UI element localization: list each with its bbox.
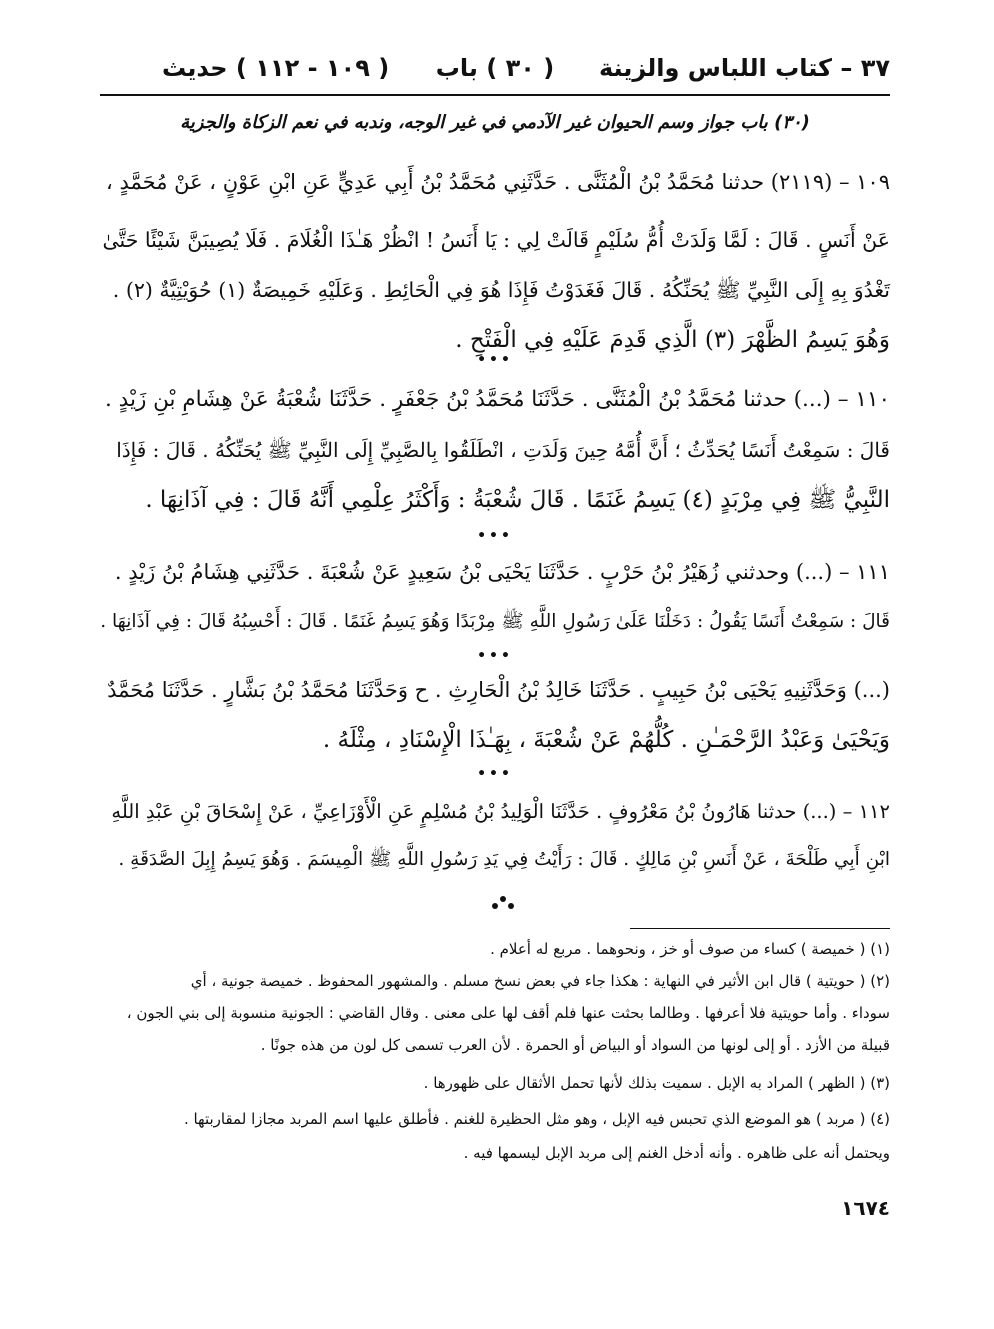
hadith-111b-line-1: (...) وَحَدَّثَنِيهِ يَحْيَى بْنُ حَبِيبٍ . حَدَّثَنَا خَالِدُ بْنُ الْحَارِثِ . ح وَحَدَّثَنَا مُحَمَّدُ بْنُ بَشَّارٍ . حَدَّثَنَا مُحَمَّدٌ <box>107 678 890 702</box>
header-book-title: ٣٧ – كتاب اللباس والزينة <box>598 54 890 82</box>
section-separator: ••• <box>477 352 513 368</box>
hadith-109-line-4: وَهُوَ يَسِمُ الظَّهْرَ (٣) الَّذِي قَدِمَ عَلَيْهِ فِي الْفَتْحِ . <box>455 327 890 353</box>
hadith-109-line-3: تَغْدُوَ بِهِ إِلَى النَّبِيِّ ﷺ يُحَنِّكُهُ . قَالَ فَغَدَوْتُ فَإِذَا هُوَ فِي الْحَائِطِ . وَعَلَيْهِ خَمِيصَةٌ (١) حُوَيْتِيَّةٌ (٢) . <box>112 278 890 302</box>
hadith-109-line-1: ١٠٩ – (٢١١٩) حدثنا مُحَمَّدُ بْنُ الْمُثَنَّى . حَدَّثَنِي مُحَمَّدُ بْنُ أَبِي عَدِيٍّ عَنِ ابْنِ عَوْنٍ ، عَنْ مُحَمَّدٍ ، <box>106 170 890 194</box>
hadith-110-line-1: ١١٠ – (...) حدثنا مُحَمَّدُ بْنُ الْمُثَنَّى . حَدَّثَنَا مُحَمَّدُ بْنُ جَعْفَرٍ . حَدَّثَنَا شُعْبَةُ عَنْ هِشَامِ بْنِ زَيْدٍ . <box>105 387 890 412</box>
hadith-112-line-1: ١١٢ – (...) حدثنا هَارُونُ بْنُ مَعْرُوفٍ . حَدَّثَنَا الْوَلِيدُ بْنُ مُسْلِمٍ عَنِ الْأَوْزَاعِيِّ ، عَنْ إِسْحَاقَ بْنِ عَبْدِ اللَّهِ <box>111 800 890 823</box>
chapter-title: (٣٠) باب جواز وسم الحيوان غير الآدمي في غير الوجه، وندبه في نعم الزكاة والجزية <box>180 112 810 133</box>
footnote-4-line-1: (٤) ( مربد ) هو الموضع الذي تحبس فيه الإبل ، وهو مثل الحظيرة للغنم . فأطلق عليها اسم المربد مجازا لمقاربتها . <box>183 1110 890 1128</box>
footnote-4-line-2: ويحتمل أنه على ظاهره . وأنه أدخل الغنم إلى مربد الإبل ليسمها فيه . <box>463 1144 890 1162</box>
header-hadith-range: ( ١٠٩ - ١١٢ ) حديث <box>162 54 390 82</box>
page-number: ١٦٧٤ <box>841 1196 890 1220</box>
hadith-112-line-2: ابْنِ أَبِي طَلْحَةَ ، عَنْ أَنَسِ بْنِ مَالِكٍ . قَالَ : رَأَيْتُ فِي يَدِ رَسُولِ اللَّهِ ﷺ الْمِيسَمَ . وَهُوَ يَسِمُ إِبِلَ الصَّدَقَةِ . <box>118 849 890 870</box>
hadith-110-line-3: النَّبِيُّ ﷺ فِي مِرْبَدٍ (٤) يَسِمُ غَنَمًا . قَالَ شُعْبَةُ : وَأَكْثَرُ عِلْمِي أَنَّهُ قَالَ : فِي آذَانِهَا . <box>145 487 890 513</box>
section-separator: ••• <box>477 648 513 664</box>
running-header <box>100 48 890 94</box>
footnote-1: (١) ( خميصة ) كساء من صوف أو خز ، ونحوهما . مربع له أعلام . <box>490 940 890 958</box>
footnote-2-line-2: سوداء . وأما حويتية فلا أعرفها . وطالما بحثت عنها فلم أقف لها على معنى . وقال القاضي : الجونية منسوبة إلى بني الجون ، <box>126 1004 890 1022</box>
footnote-3: (٣) ( الظهر ) المراد به الإبل . سميت بذلك لأنها تحمل الأثقال على ظهورها . <box>423 1074 890 1092</box>
hadith-109-line-2: عَنْ أَنَسٍ . قَالَ : لَمَّا وَلَدَتْ أُمُّ سُلَيْمٍ قَالَتْ لِي : يَا أَنَسُ ! انْظُرْ هَـٰذَا الْغُلَامَ . فَلَا يُصِيبَنَّ شَيْئًا حَتَّىٰ <box>102 228 890 252</box>
section-separator: ••• <box>477 528 513 544</box>
hadith-111-line-1: ١١١ – (...) وحدثني زُهَيْرُ بْنُ حَرْبٍ . حَدَّثَنَا يَحْيَى بْنُ سَعِيدٍ عَنْ شُعْبَةَ . حَدَّثَنِي هِشَامُ بْنُ زَيْدٍ . <box>114 560 890 584</box>
hadith-110-line-2: قَالَ : سَمِعْتُ أَنَسًا يُحَدِّثُ ؛ أَنَّ أُمَّهُ حِينَ وَلَدَتِ ، انْطَلَقُوا بِالصَّبِيِّ إِلَى النَّبِيِّ ﷺ يُحَنِّكُهُ . قَالَ : فَإِذَا <box>116 438 890 462</box>
footnote-2-line-1: (٢) ( حويتية ) قال ابن الأثير في النهاية : هكذا جاء في بعض نسخ مسلم . والمشهور المحفوظ . خميصة جونية ، أي <box>190 972 890 990</box>
footnote-divider <box>630 928 890 929</box>
hadith-111-line-2: قَالَ : سَمِعْتُ أَنَسًا يَقُولُ : دَخَلْنَا عَلَىٰ رَسُولِ اللَّهِ ﷺ مِرْبَدًا وَهُوَ يَسِمُ غَنَمًا . قَالَ : أَحْسِبُهُ قَالَ : فِي آذَانِهَا . <box>100 611 890 632</box>
header-chapter-number: ( ٣٠ ) باب <box>435 54 555 82</box>
section-separator: ••• <box>477 766 513 782</box>
end-ornament <box>470 893 530 913</box>
footnote-2-line-3: قبيلة من الأزد . أو إلى لونها من السواد أو البياض أو الحمرة . لأن العرب تسمى كل لون من هذه جونًا . <box>260 1036 890 1054</box>
header-divider <box>100 94 890 96</box>
hadith-111b-line-2: وَيَحْيَىٰ وَعَبْدُ الرَّحْمَـٰنِ . كُلُّهُمْ عَنْ شُعْبَةَ ، بِهَـٰذَا الْإِسْنَادِ ، مِثْلَهُ . <box>322 727 890 753</box>
